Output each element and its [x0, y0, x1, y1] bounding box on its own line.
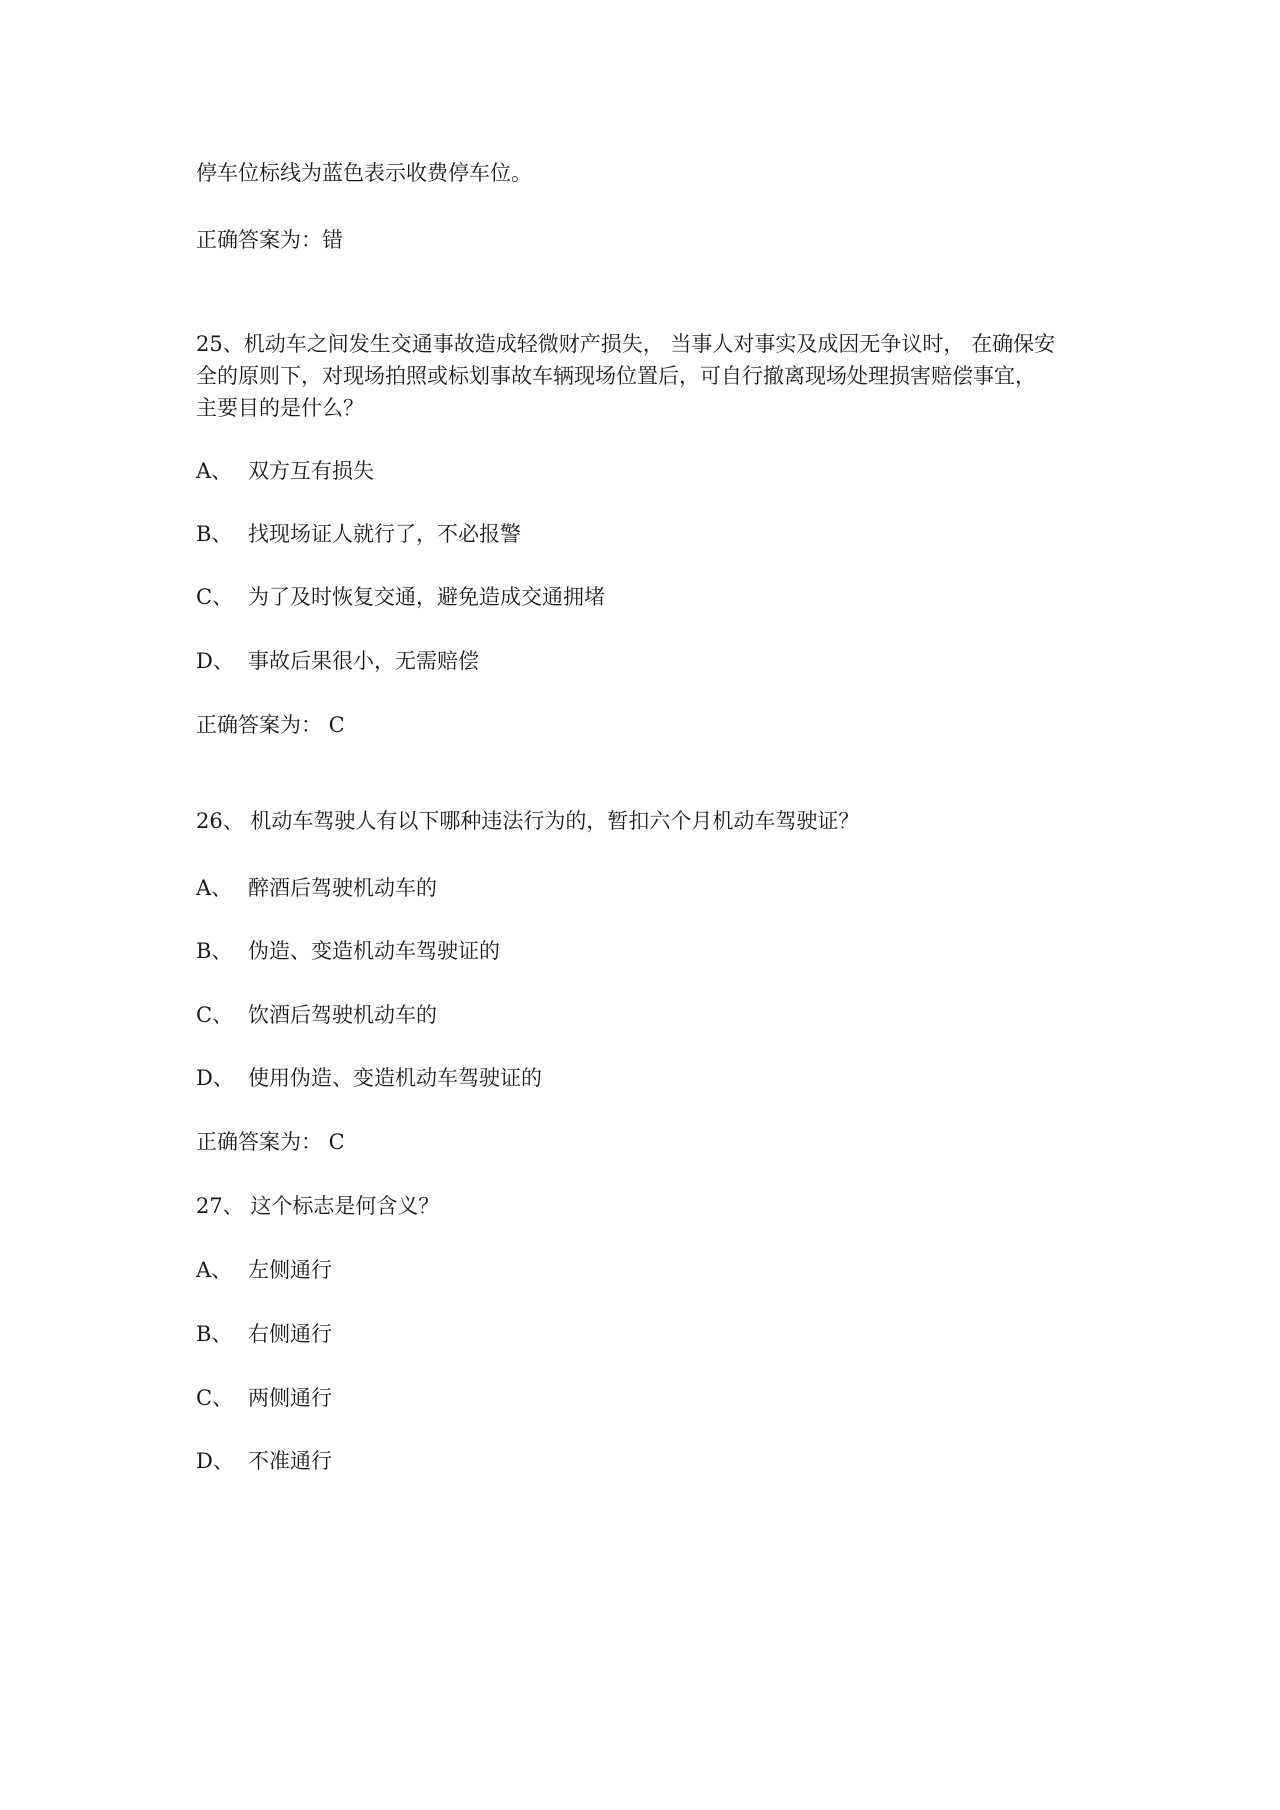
- option-letter: A、: [196, 1258, 233, 1282]
- q25-question-line: 25、机动车之间发生交通事故造成轻微财产损失， 当事人对事实及成因无争议时， 在确保安: [196, 332, 1056, 356]
- option-text: 为了及时恢复交通，避免造成交通拥堵: [248, 585, 605, 609]
- q27-option-c: [196, 1382, 332, 1414]
- option-text: 醉酒后驾驶机动车的: [248, 876, 437, 900]
- q27-question: 27、 这个标志是何含义？: [196, 1194, 440, 1218]
- q27-option-d: [196, 1445, 332, 1477]
- q27-option-a: [196, 1254, 332, 1286]
- option-letter: A、: [196, 459, 233, 483]
- q26-option-c: [196, 999, 437, 1031]
- option-letter: B、: [196, 939, 233, 963]
- q25-option-b: [196, 518, 521, 550]
- option-text: 找现场证人就行了，不必报警: [248, 522, 521, 546]
- q27-option-b: [196, 1318, 332, 1350]
- option-letter: B、: [196, 522, 233, 546]
- q25-question: [196, 328, 1096, 424]
- option-letter: D、: [196, 1066, 234, 1090]
- prev-statement: 停车位标线为蓝色表示收费停车位。: [196, 161, 532, 185]
- prev-answer: 正确答案为：错: [196, 228, 343, 252]
- q25-answer: 正确答案为： C: [196, 713, 345, 737]
- option-letter: C、: [196, 1003, 234, 1027]
- q26-option-a: [196, 872, 437, 904]
- q25-option-c: [196, 581, 605, 613]
- option-letter: C、: [196, 1386, 234, 1410]
- option-text: 两侧通行: [248, 1386, 332, 1410]
- option-text: 伪造、变造机动车驾驶证的: [248, 939, 500, 963]
- option-text: 使用伪造、变造机动车驾驶证的: [248, 1066, 542, 1090]
- q26-option-d: [196, 1062, 542, 1094]
- option-letter: B、: [196, 1322, 233, 1346]
- q26-question: 26、 机动车驾驶人有以下哪种违法行为的，暂扣六个月机动车驾驶证？: [196, 809, 860, 833]
- q26-option-b: [196, 935, 500, 967]
- q26-answer: 正确答案为： C: [196, 1130, 345, 1154]
- q25-option-d: [196, 645, 479, 677]
- option-text: 右侧通行: [248, 1322, 332, 1346]
- option-text: 事故后果很小，无需赔偿: [248, 649, 479, 673]
- option-text: 饮酒后驾驶机动车的: [248, 1003, 437, 1027]
- option-letter: D、: [196, 649, 234, 673]
- option-text: 双方互有损失: [248, 459, 374, 483]
- option-text: 左侧通行: [248, 1258, 332, 1282]
- q25-question-line: 全的原则下，对现场拍照或标划事故车辆现场位置后，可自行撤离现场处理损害赔偿事宜，: [196, 364, 1036, 388]
- option-text: 不准通行: [248, 1449, 332, 1473]
- option-letter: C、: [196, 585, 234, 609]
- option-letter: A、: [196, 876, 233, 900]
- q25-question-line: 主要目的是什么？: [196, 396, 364, 420]
- q25-option-a: [196, 455, 374, 487]
- option-letter: D、: [196, 1449, 234, 1473]
